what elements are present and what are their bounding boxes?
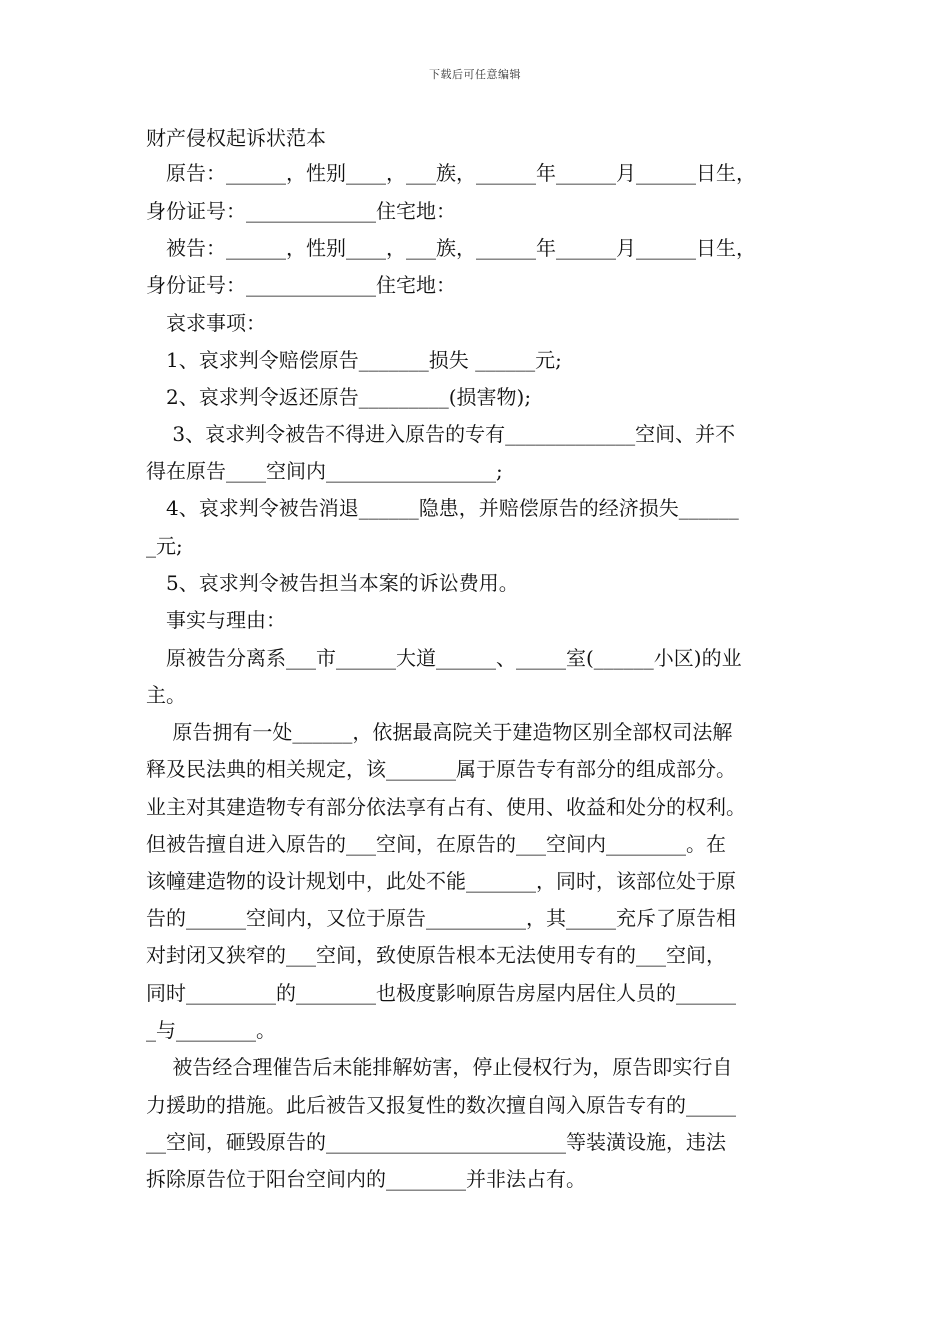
claim-2: 2、哀求判令返还原告_________(损害物); (166, 385, 532, 409)
document-title: 财产侵权起诉状范本 (146, 126, 326, 150)
facts-para-3-line-3: __空间，砸毁原告的________________________等装潢设施，违法 (146, 1130, 726, 1154)
claim-3-line-2: 得在原告____空间内_________________; (146, 459, 503, 483)
facts-para-2-line-7: 对封闭又狭窄的___空间，致使原告根本无法使用专有的___空间， (146, 943, 726, 967)
facts-para-2-line-5: 该幢建造物的设计规划中，此处不能_______，同时，该部位处于原 (146, 869, 736, 893)
page-header-note: 下载后可任意编辑 (429, 68, 521, 81)
claim-3-line-1: 3、哀求判令被告不得进入原告的专有_____________空间、并不 (166, 422, 736, 446)
facts-para-2-line-1: 原告拥有一处______，依据最高院关于建造物区别全部权司法解 (166, 720, 733, 744)
plaintiff-info-line-1: 原告：______，性别____，___族，______年______月______日生， (166, 161, 756, 185)
claim-4-line-2: _元; (146, 534, 183, 558)
facts-para-2-line-9: _与________。 (146, 1018, 276, 1042)
facts-para-2-line-6: 告的______空间内，又位于原告__________，其_____充斥了原告相 (146, 906, 736, 930)
defendant-info-line-2: 身份证号：_____________住宅地： (146, 273, 456, 297)
claims-heading: 哀求事项： (166, 311, 266, 335)
claim-5: 5、哀求判令被告担当本案的诉讼费用。 (166, 571, 519, 595)
facts-para-3-line-2: 力援助的措施。此后被告又报复性的数次擅自闯入原告专有的_____ (146, 1093, 736, 1117)
facts-para-2-line-3: 业主对其建造物专有部分依法享有占有、使用、收益和处分的权利。 (146, 795, 746, 819)
facts-para-1-line-1: 原被告分离系___市______大道______、_____室(______小区)的业 (166, 646, 742, 670)
facts-para-2-line-2: 释及民法典的相关规定，该_______属于原告专有部分的组成部分。 (146, 757, 736, 781)
facts-para-2-line-8: 同时_________的________也极度影响原告房屋内居住人员的______ (146, 981, 736, 1005)
plaintiff-info-line-2: 身份证号：_____________住宅地： (146, 199, 456, 223)
claim-4-line-1: 4、哀求判令被告消退______隐患，并赔偿原告的经济损失______ (166, 496, 739, 520)
claim-1: 1、哀求判令赔偿原告_______损失 ______元; (166, 348, 562, 372)
defendant-info-line-1: 被告：______，性别____，___族，______年______月______日生， (166, 236, 756, 260)
facts-para-3-line-1: 被告经合理催告后未能排解妨害，停止侵权行为，原告即实行自 (166, 1055, 733, 1079)
facts-heading: 事实与理由： (166, 608, 286, 632)
facts-para-2-line-4: 但被告擅自进入原告的___空间，在原告的___空间内________。在 (146, 832, 726, 856)
facts-para-3-line-4: 拆除原告位于阳台空间内的________并非法占有。 (146, 1167, 586, 1191)
facts-para-1-line-2: 主。 (146, 683, 186, 707)
